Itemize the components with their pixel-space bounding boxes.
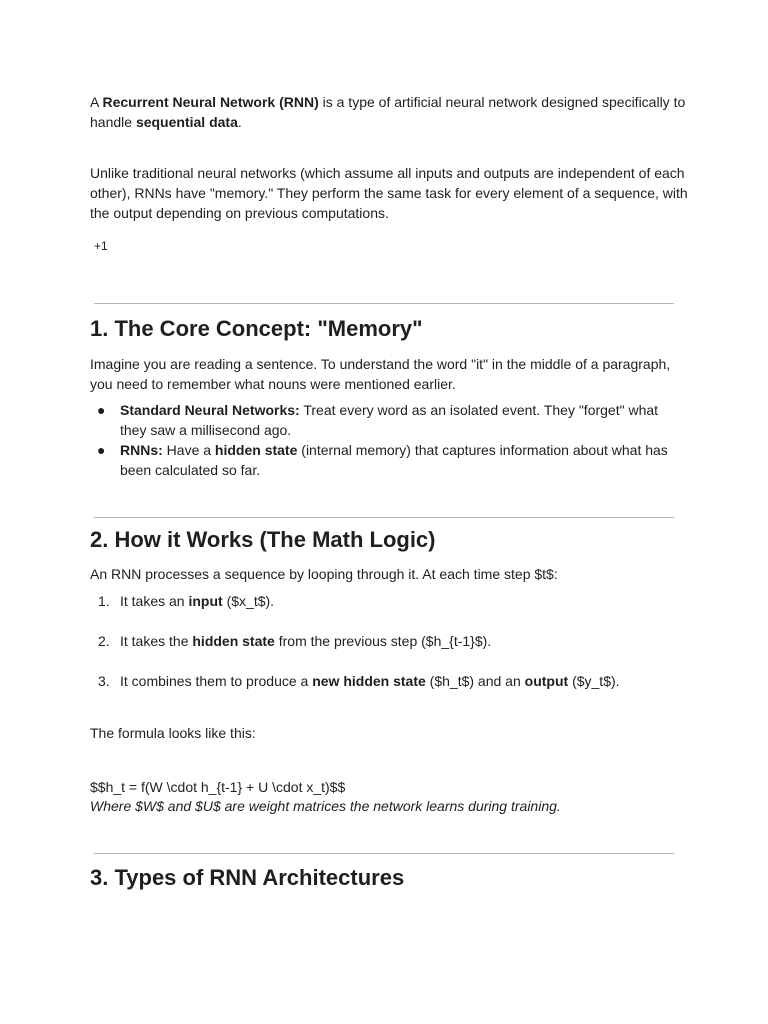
divider xyxy=(94,303,674,304)
list-item xyxy=(90,631,690,651)
term-hidden-state: hidden state xyxy=(214,442,298,458)
term-sequential-data: sequential data xyxy=(135,114,238,130)
step-number: 2. xyxy=(98,633,110,649)
text-span: ($x_t$). xyxy=(222,593,275,609)
citation-link[interactable]: +1 xyxy=(94,239,108,253)
term-hidden-state: hidden state xyxy=(192,633,275,649)
text-span: A xyxy=(90,94,103,110)
term-output: output xyxy=(524,673,569,689)
divider xyxy=(94,853,674,854)
divider xyxy=(94,517,674,518)
text-span: It takes the xyxy=(120,633,193,649)
step-number: 1. xyxy=(98,593,110,609)
list-item xyxy=(90,591,690,611)
term-new-hidden-state: new hidden state xyxy=(312,673,426,689)
term-rnn: Recurrent Neural Network (RNN) xyxy=(102,94,319,110)
text-span: . xyxy=(237,114,242,130)
text-span: (internal memory) that captures information about what has been calculated so far. xyxy=(120,442,668,478)
text-span: Treat every word as an isolated event. They "forget" what they saw a millisecond ago. xyxy=(120,402,659,438)
bullet-list xyxy=(90,400,680,480)
section-paragraph: An RNN processes a sequence by looping through it. At each time step $t$: xyxy=(90,566,558,582)
term-input: input xyxy=(188,593,223,609)
section-paragraph: Imagine you are reading a sentence. To understand the word "it" in the middle of a paragraph, you need to remember what nouns were mentioned earlier. xyxy=(90,356,671,392)
section-heading-types: 3. Types of RNN Architectures xyxy=(90,865,405,890)
bullet-icon: ● xyxy=(97,402,106,418)
step-number: 3. xyxy=(98,673,110,689)
list-item xyxy=(90,400,680,440)
text-span: Have a xyxy=(162,442,215,458)
list-item xyxy=(90,671,690,691)
section-heading-how-it-works: 2. How it Works (The Math Logic) xyxy=(90,527,436,552)
bullet-icon: ● xyxy=(97,442,106,458)
text-span: ($h_t$) and an xyxy=(425,673,525,689)
section-heading-core-concept: 1. The Core Concept: "Memory" xyxy=(90,316,423,341)
list-item xyxy=(90,440,680,480)
formula-note: Where $W$ and $U$ are weight matrices the network learns during training. xyxy=(90,798,561,814)
text-span: It combines them to produce a xyxy=(120,673,313,689)
term-standard-nn: Standard Neural Networks: xyxy=(120,402,300,418)
text-span: is a type of artificial neural network designed specifically to handle xyxy=(90,94,686,130)
term-rnns: RNNs: xyxy=(120,442,163,458)
formula-intro: The formula looks like this: xyxy=(90,725,256,741)
text-span: from the previous step ($h_{t-1}$). xyxy=(274,633,492,649)
intro-paragraph xyxy=(90,92,690,132)
steps-list xyxy=(90,591,690,711)
intro-paragraph-memory: Unlike traditional neural networks (which assume all inputs and outputs are independent of each other), RNNs have "memory." They perform the same task for every element of a sequence, with the output depending on previous computations. xyxy=(90,165,688,221)
text-span: ($y_t$). xyxy=(568,673,620,689)
formula-text: $$h_t = f(W \cdot h_{t-1} + U \cdot x_t)$$ xyxy=(90,779,346,795)
text-span: It takes an xyxy=(120,593,189,609)
